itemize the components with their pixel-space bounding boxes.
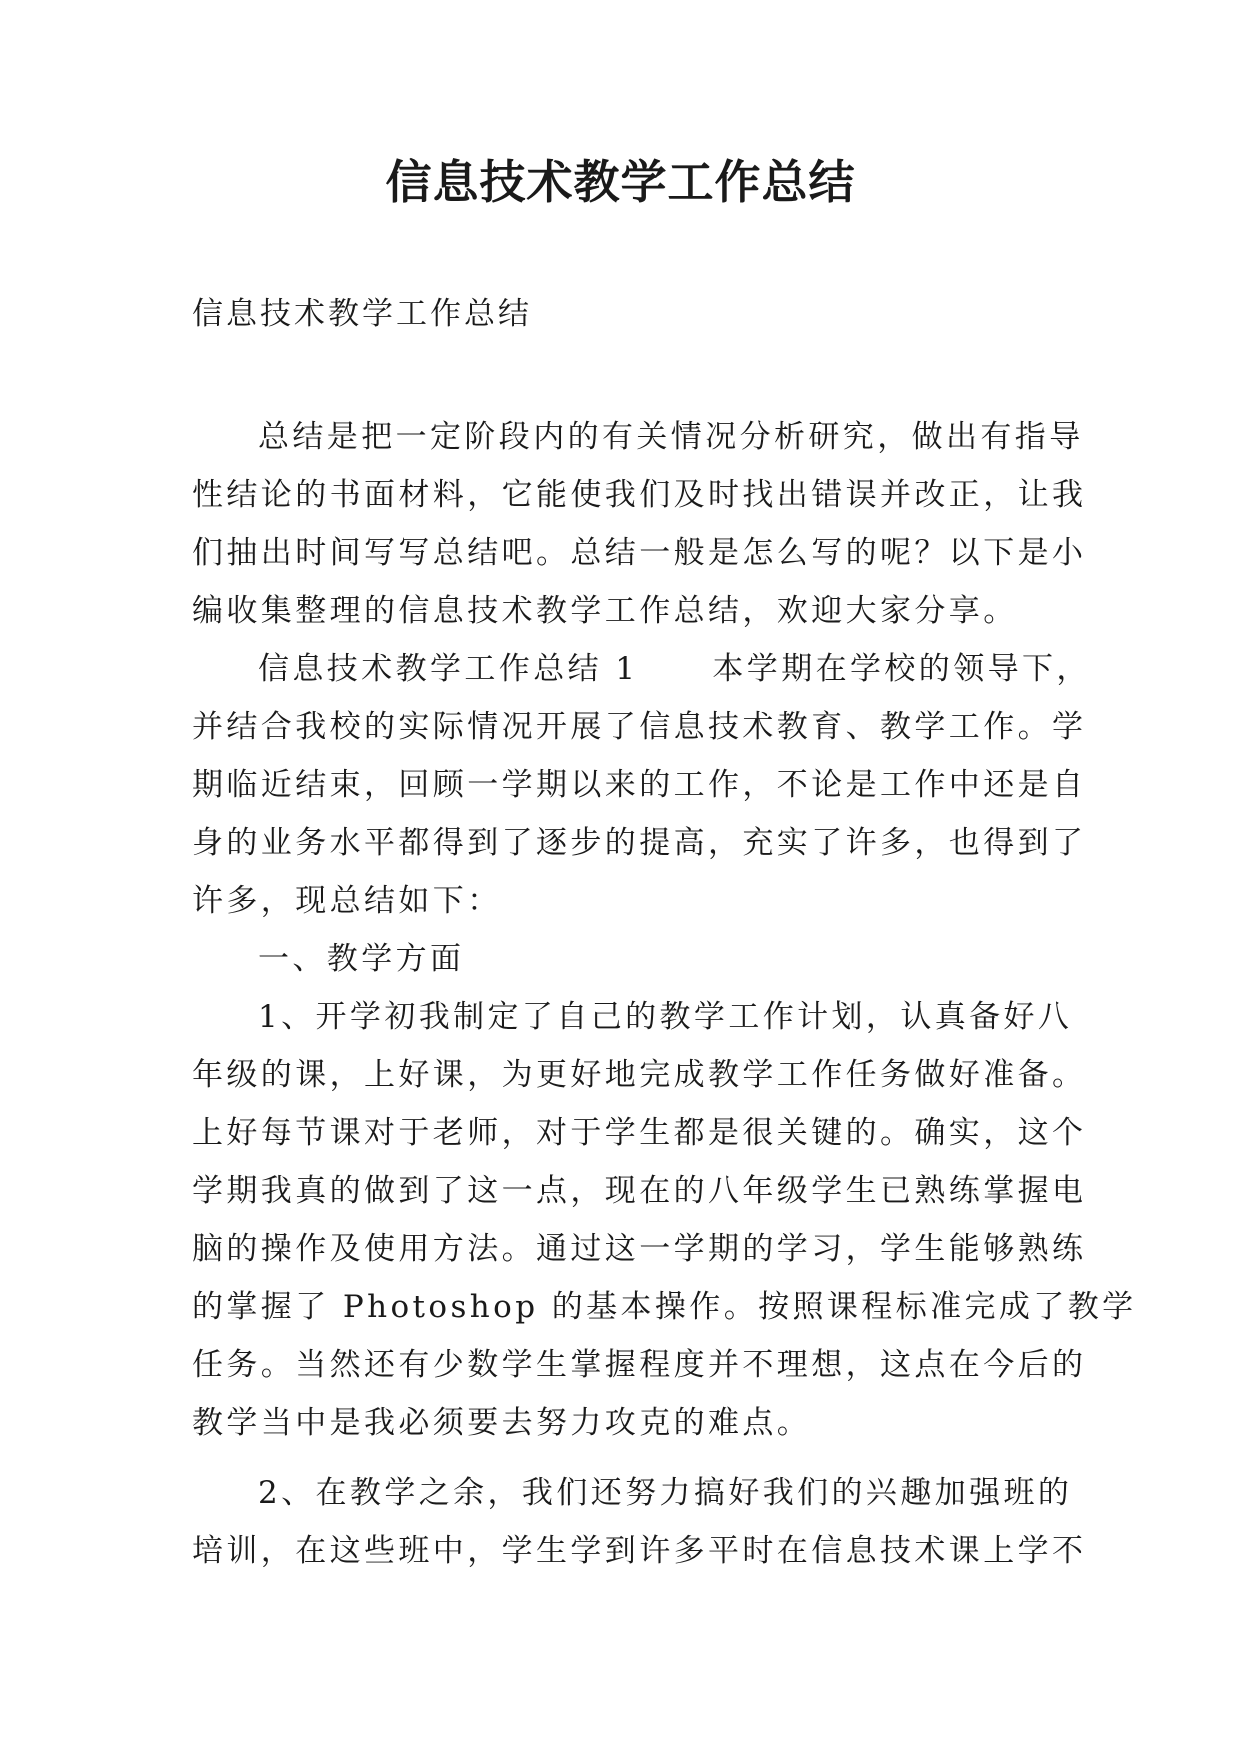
text-line: 总结是把一定阶段内的有关情况分析研究，做出有指导 xyxy=(258,419,1084,455)
text-line: 年级的课，上好课，为更好地完成教学工作任务做好准备。 xyxy=(192,1057,1087,1093)
text-line: 并结合我校的实际情况开展了信息技术教育、教学工作。学 xyxy=(192,709,1087,745)
document-title: 信息技术教学工作总结 xyxy=(385,155,856,209)
text-line: 脑的操作及使用方法。通过这一学期的学习，学生能够熟练 xyxy=(192,1231,1087,1267)
text-line: 许多，现总结如下： xyxy=(192,883,502,919)
paragraph-section-heading xyxy=(192,930,1052,988)
text-line: 编收集整理的信息技术教学工作总结，欢迎大家分享。 xyxy=(192,593,1018,629)
paragraph-item-1 xyxy=(192,988,1137,1452)
document-subtitle: 信息技术教学工作总结 xyxy=(192,296,532,332)
text-line: 任务。当然还有少数学生掌握程度并不理想，这点在今后的 xyxy=(192,1347,1087,1383)
text-line: 学期我真的做到了这一点，现在的八年级学生已熟练掌握电 xyxy=(192,1173,1087,1209)
paragraph-item-2 xyxy=(192,1464,1087,1580)
text-line: 性结论的书面材料，它能使我们及时找出错误并改正，让我 xyxy=(192,477,1087,513)
section-heading: 一、教学方面 xyxy=(258,941,465,977)
text-line: 身的业务水平都得到了逐步的提高，充实了许多，也得到了 xyxy=(192,825,1087,861)
text-line: 1、开学初我制定了自己的教学工作计划，认真备好八 xyxy=(258,999,1073,1035)
text-line: 2、在教学之余，我们还努力搞好我们的兴趣加强班的 xyxy=(258,1475,1073,1511)
text-line: 期临近结束，回顾一学期以来的工作，不论是工作中还是自 xyxy=(192,767,1087,803)
text-line: 上好每节课对于老师，对于学生都是很关键的。确实，这个 xyxy=(192,1115,1087,1151)
section-heading: 信息技术教学工作总结 1 xyxy=(258,651,639,687)
text-line: 教学当中是我必须要去努力攻克的难点。 xyxy=(192,1405,812,1441)
text-line xyxy=(192,640,1091,698)
text-line: 的掌握了 Photoshop 的基本操作。按照课程标准完成了教学 xyxy=(192,1289,1137,1325)
paragraph-summary-1 xyxy=(192,640,1091,930)
text-run: 本学期在学校的领导下， xyxy=(712,651,1091,687)
text-line: 们抽出时间写写总结吧。总结一般是怎么写的呢？以下是小 xyxy=(192,535,1087,571)
document-body xyxy=(192,408,1137,1580)
paragraph-intro xyxy=(192,408,1087,640)
text-line: 培训，在这些班中，学生学到许多平时在信息技术课上学不 xyxy=(192,1533,1087,1569)
